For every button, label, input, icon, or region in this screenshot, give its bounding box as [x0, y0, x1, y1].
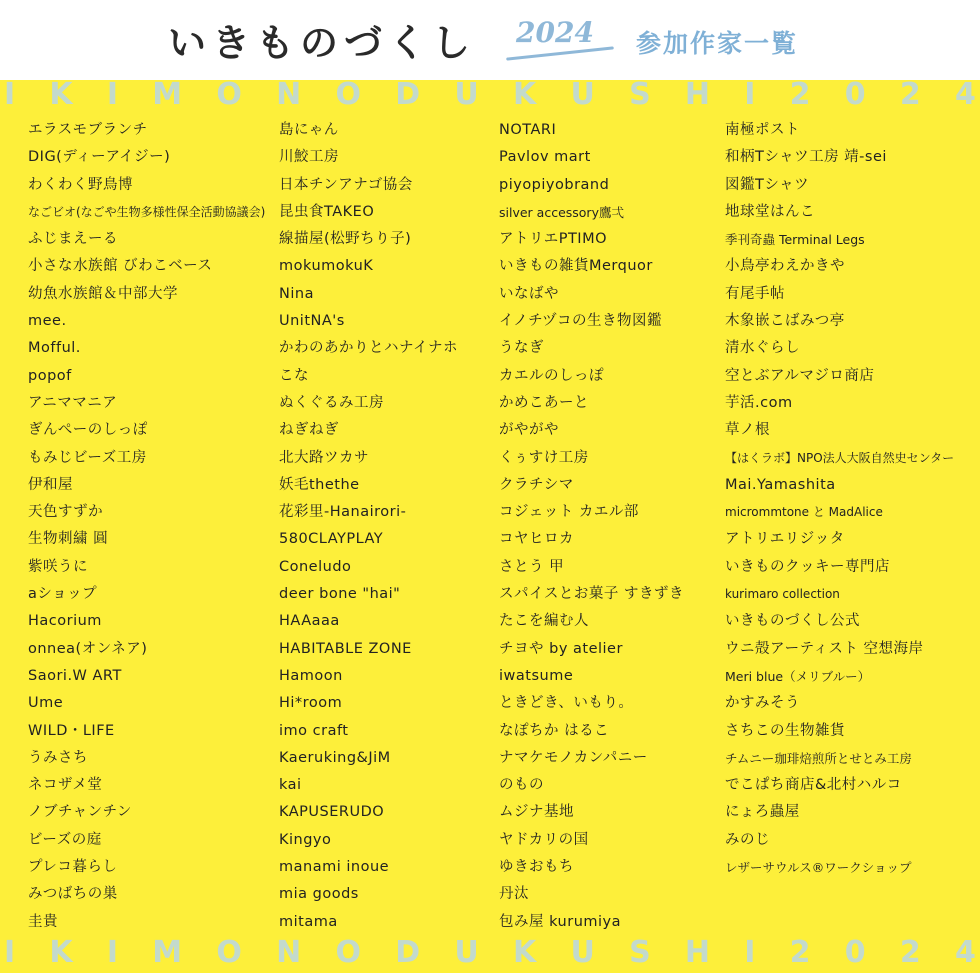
- artist-name: imo craft: [279, 722, 349, 739]
- artist-name: 清水ぐらし: [725, 340, 800, 357]
- artist-name: Pavlov mart: [499, 149, 591, 166]
- artist-name: UnitNA's: [279, 313, 345, 330]
- artist-name: 包み屋 kurumiya: [499, 913, 622, 930]
- band-letter: 2: [789, 935, 811, 969]
- artist-name: mee.: [28, 313, 67, 330]
- artist-name: 川鮫工房: [279, 149, 339, 166]
- artist-name: ときどき、いもり。: [499, 695, 634, 712]
- artist-name: エラスモブランチ: [28, 122, 148, 138]
- artist-name: ゆきおもち: [499, 859, 574, 876]
- artist-name: いなばや: [499, 285, 559, 302]
- band-letter: K: [512, 935, 537, 969]
- artist-name: HAAaaa: [279, 613, 340, 630]
- band-letter: 0: [844, 77, 866, 111]
- artist-name: 日本チンアナゴ協会: [279, 176, 413, 193]
- artist-name: WILD・LIFE: [28, 722, 115, 739]
- artist-name: 北大路ツカサ: [279, 449, 369, 466]
- artist-name: わくわく野鳥博: [28, 176, 133, 193]
- artist-name: Coneludo: [279, 558, 352, 575]
- artist-name: 天色すずか: [28, 504, 104, 521]
- artist-name: イノチヅコの生き物図鑑: [499, 313, 662, 330]
- page-subtitle: 参加作家一覧: [636, 29, 799, 58]
- band-letter: S: [629, 77, 651, 111]
- artist-name: 小鳥亭わえかきや: [725, 258, 845, 275]
- band-letter: D: [395, 77, 421, 111]
- artist-name: 木象嵌こばみつ亭: [725, 313, 845, 330]
- artist-name: 季刊奇蟲 Terminal Legs: [725, 232, 865, 248]
- artist-name: Ume: [28, 695, 64, 712]
- artist-name: popof: [28, 367, 72, 384]
- artist-name: HABITABLE ZONE: [279, 640, 412, 657]
- artist-name: Saori.W ART: [28, 667, 122, 684]
- artist-name: Mofful.: [28, 340, 81, 357]
- artist-name: silver accessory鷹弌: [499, 204, 624, 220]
- artist-name: くぅすけ工房: [499, 449, 589, 466]
- page-title: いきものづくし: [168, 21, 477, 65]
- artist-column-1: [28, 117, 265, 936]
- artist-name: なぽちか はるこ: [499, 722, 610, 739]
- artist-name: 580CLAYPLAY: [279, 531, 384, 548]
- artist-name: うみさち: [28, 749, 88, 766]
- artist-name: うなぎ: [499, 340, 544, 357]
- artist-name: NOTARI: [499, 122, 557, 138]
- artist-name: 地球堂はんこ: [725, 203, 815, 220]
- artist-name: 有尾手帖: [725, 285, 785, 302]
- artist-name: アトリエPTIMO: [499, 231, 608, 248]
- artist-name: piyopiyobrand: [499, 176, 610, 193]
- artist-name: 島にゃん: [279, 122, 339, 138]
- artist-name: コヤヒロカ: [499, 531, 574, 548]
- artist-name: Hacorium: [28, 613, 102, 630]
- artist-name: iwatsume: [499, 667, 574, 684]
- band-letter: H: [684, 935, 711, 969]
- artist-name: Kingyo: [279, 831, 332, 848]
- artist-name: kai: [279, 777, 302, 794]
- artist-name: クラチシマ: [499, 476, 574, 493]
- artist-name: manami inoue: [279, 859, 390, 876]
- artist-name: 圭貴: [28, 913, 58, 930]
- band-letter: N: [276, 77, 302, 111]
- artist-name: mokumokuK: [279, 258, 374, 275]
- band-letter: 2: [789, 77, 811, 111]
- artist-name: ねぎねぎ: [279, 422, 339, 439]
- artist-name: にょろ蟲屋: [725, 804, 800, 821]
- artist-name: かわのあかりとハナイナホ: [279, 340, 458, 357]
- band-letter: N: [276, 935, 302, 969]
- artist-name: 線描屋(松野ちり子): [279, 231, 412, 248]
- artist-name: deer bone "hai": [279, 586, 401, 603]
- band-letter: K: [49, 77, 73, 111]
- artist-name: micrommtone と MadAlice: [725, 505, 883, 520]
- artist-name: 和柄Tシャツ工房 靖-sei: [725, 149, 887, 166]
- artist-name: みのじ: [725, 831, 770, 848]
- artist-name: いきものクッキー専門店: [725, 558, 890, 575]
- band-letter: K: [512, 77, 537, 111]
- artist-name: aショップ: [28, 586, 98, 603]
- artist-name: アトリエリジッタ: [725, 531, 845, 548]
- artist-name: ヤドカリの国: [499, 831, 589, 848]
- artist-name: でこぱち商店&北村ハルコ: [725, 777, 902, 794]
- artist-column-4: [725, 117, 954, 881]
- artist-name: mitama: [279, 913, 338, 930]
- header: [0, 0, 980, 80]
- band-letter: 4: [955, 77, 976, 111]
- artist-name: こな: [279, 367, 309, 384]
- artist-name: たこを編む人: [499, 613, 589, 630]
- artist-name: ネコザメ堂: [28, 777, 103, 794]
- artist-name: 昆虫食TAKEO: [279, 203, 375, 220]
- artist-name: 図鑑Tシャツ: [725, 176, 810, 193]
- band-letter: I: [106, 935, 119, 969]
- artist-name: Nina: [279, 285, 314, 302]
- band-letter: S: [629, 935, 651, 969]
- band-letter: U: [570, 77, 595, 111]
- artist-name: ノブチャンチン: [28, 804, 132, 821]
- artist-name: がやがや: [499, 422, 559, 439]
- artist-column-2: [279, 117, 458, 936]
- artist-name: ウニ殻アーティスト 空想海岸: [725, 640, 924, 657]
- artist-name: かめこあーと: [499, 394, 589, 411]
- artist-name: レザーサウルス®ワークショップ: [725, 860, 912, 876]
- band-letter: 0: [844, 935, 866, 969]
- artist-name: Mai.Yamashita: [725, 476, 836, 493]
- band-letter: U: [454, 935, 479, 969]
- band-letter: D: [395, 935, 421, 969]
- band-letter: I: [106, 77, 119, 111]
- artist-name: kurimaro collection: [725, 587, 840, 602]
- band-letter: O: [216, 77, 242, 111]
- decorative-band-top: [0, 77, 980, 111]
- artist-column-3: [499, 117, 684, 936]
- band-letter: H: [684, 77, 711, 111]
- artist-name: カエルのしっぽ: [499, 367, 604, 384]
- artist-name: チヨや by atelier: [499, 640, 623, 657]
- band-letter: 2: [899, 77, 921, 111]
- band-letter: M: [152, 77, 183, 111]
- artist-name: ナマケモノカンパニー: [499, 749, 648, 766]
- artist-name: コジェット カエル部: [499, 504, 639, 521]
- artist-name: 幼魚水族館＆中部大学: [28, 285, 178, 302]
- artist-name: のもの: [499, 777, 544, 794]
- artist-name: スパイスとお菓子 すきずき: [499, 586, 684, 603]
- artist-name: 妖毛thethe: [279, 476, 360, 493]
- band-letter: K: [49, 935, 73, 969]
- artist-name: Kaeruking&JiM: [279, 749, 391, 766]
- artist-name: ぬくぐるみ工房: [279, 394, 384, 411]
- artist-name: onnea(オンネア): [28, 640, 148, 657]
- artist-name: アニママニア: [28, 394, 118, 411]
- artist-name: ムジナ基地: [499, 804, 574, 821]
- artist-name: Hi*room: [279, 695, 343, 712]
- band-letter: I: [4, 935, 16, 969]
- artist-name: なごビオ(なごや生物多様性保全活動協議会): [28, 204, 266, 219]
- artist-name: みつばちの巣: [28, 886, 118, 903]
- artist-name: さとう 甲: [499, 558, 565, 575]
- band-letter: O: [216, 935, 242, 969]
- band-letter: I: [4, 77, 16, 111]
- band-letter: U: [570, 935, 595, 969]
- artist-name: ぎんぺーのしっぽ: [28, 422, 148, 439]
- band-letter: I: [744, 77, 756, 111]
- title-year: 2024: [516, 16, 594, 49]
- band-letter: I: [744, 935, 756, 969]
- artist-name: 生物刺繍 圓: [28, 531, 109, 548]
- artist-name: 丹汰: [499, 886, 529, 903]
- artist-name: 草ノ根: [725, 422, 770, 439]
- artist-name: Hamoon: [279, 667, 343, 684]
- band-letter: M: [152, 935, 183, 969]
- artist-name: mia goods: [279, 886, 359, 903]
- artist-name: かすみそう: [725, 695, 800, 712]
- artist-name: いきもの雑貨Merquor: [499, 258, 653, 275]
- artist-name: 空とぶアルマジロ商店: [725, 367, 875, 384]
- artist-name: いきものづくし公式: [725, 613, 860, 630]
- artist-name: ふじまえーる: [28, 231, 118, 248]
- band-letter: O: [335, 77, 361, 111]
- artist-name: Meri blue（メリブルー）: [725, 668, 871, 684]
- artist-name: チムニー珈琲焙煎所とせとみ工房: [725, 750, 912, 766]
- band-letter: U: [454, 77, 479, 111]
- artist-name: 伊和屋: [28, 476, 73, 493]
- artist-name: 【はくラボ】NPO法人大阪自然史センター: [725, 450, 955, 465]
- band-letter: 4: [955, 935, 976, 969]
- artist-name: もみじビーズ工房: [28, 449, 147, 466]
- artist-name: 芋活.com: [725, 394, 793, 411]
- artist-name: プレコ暮らし: [28, 859, 118, 876]
- artist-name: 小さな水族館 びわこベース: [28, 258, 213, 275]
- artist-name: 花彩里-Hanairori-: [279, 504, 407, 521]
- band-letter: O: [335, 935, 361, 969]
- artist-name: さちこの生物雑貨: [725, 722, 845, 739]
- band-letter: 2: [899, 935, 921, 969]
- artist-name: 紫咲うに: [28, 558, 88, 575]
- artist-name: ビーズの庭: [28, 831, 102, 848]
- artist-name: 南極ポスト: [725, 122, 800, 138]
- artist-name: DIG(ディーアイジー): [28, 149, 171, 166]
- artist-name: KAPUSERUDO: [279, 804, 385, 821]
- decorative-band-bottom: [0, 935, 980, 969]
